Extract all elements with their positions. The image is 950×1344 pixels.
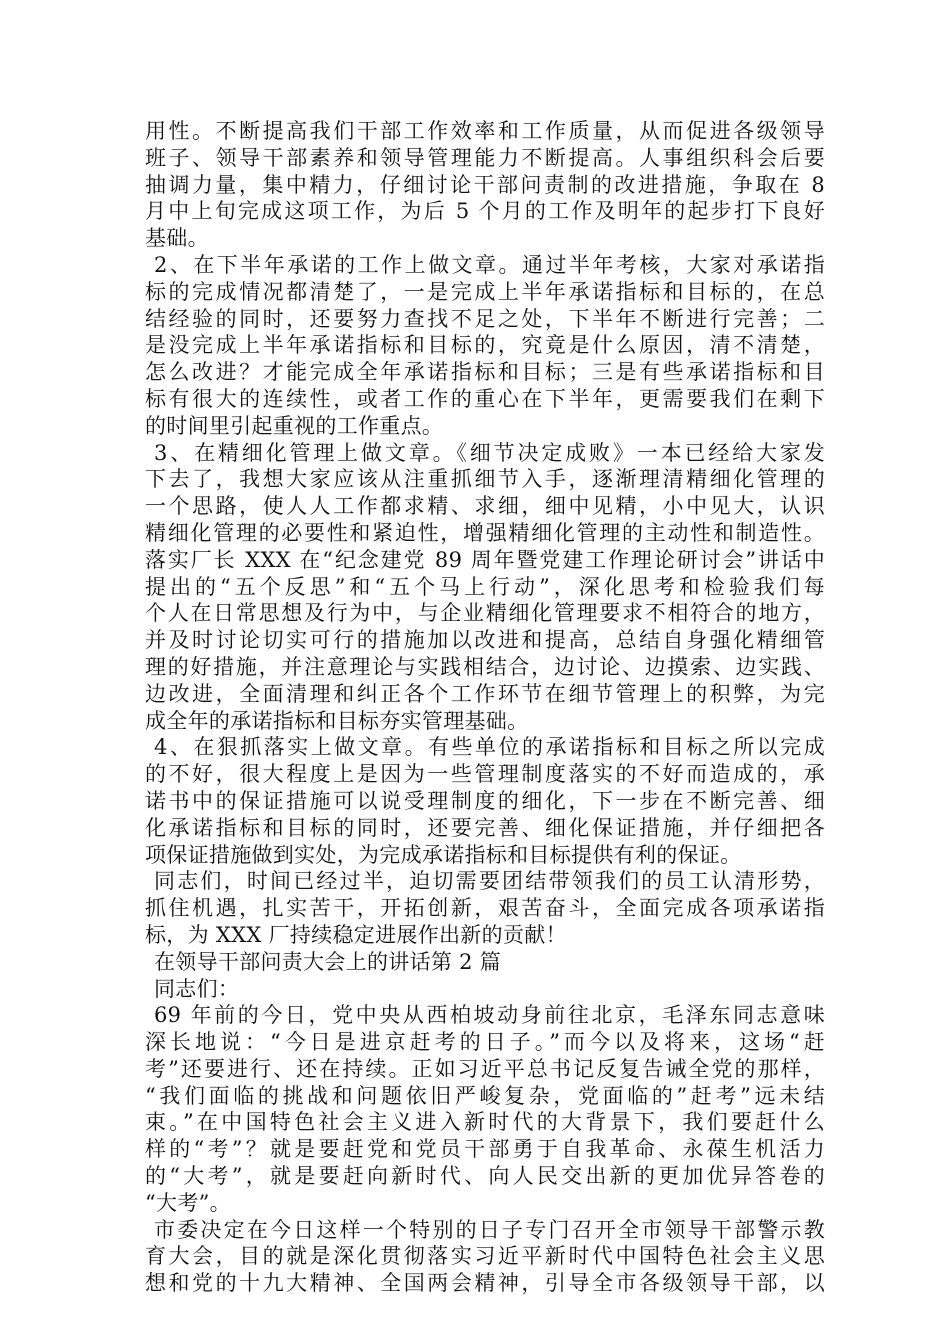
document-page	[145, 118, 825, 1297]
text-line: 用性。不断提高我们干部工作效率和工作质量，从而促进各级领导	[145, 119, 825, 143]
text-line: 深长地说：“今日是进京赶考的日子。”而今以及将来，这场“赶	[145, 1030, 825, 1055]
text-line: 考”还要进行、还在持续。正如习近平总书记反复告诫全党的那样，	[145, 1056, 825, 1081]
text-line: 精细化管理的必要性和紧迫性，增强精细化管理的主动性和制造性。	[145, 520, 825, 545]
text-line: 标的完成情况都清楚了，一是完成上半年承诺指标和目标的，在总	[145, 279, 825, 304]
text-line: 一个思路，使人人工作都求精、求细，细中见精，小中见大，认识	[145, 494, 825, 519]
text-line: 3、在精细化管理上做文章。《细节决定成败》一本已经给大家发	[154, 440, 825, 465]
text-line: 同志们：	[154, 976, 240, 1001]
text-line: 样的“考”？就是要赶党和党员干部勇于自我革命、永葆生机活力	[145, 1137, 825, 1162]
text-line: 是没完成上半年承诺指标和目标的，究竟是什么原因，清不清楚，	[145, 333, 825, 358]
text-line: 提出的“五个反思”和“五个马上行动”，深化思考和检验我们每	[145, 574, 825, 599]
text-line: 抽调力量，集中精力，仔细讨论干部问责制的改进措施，争取在 8	[145, 172, 825, 197]
text-line: 边改进，全面清理和纠正各个工作环节在细节管理上的积弊，为完	[145, 681, 825, 706]
text-line: 化承诺指标和目标的同时，还要完善、细化保证措施，并仔细把各	[145, 815, 825, 840]
text-line: 69 年前的今日，党中央从西柏坡动身前往北京，毛泽东同志意味	[154, 1003, 825, 1028]
text-line: 怎么改进？才能完成全年承诺指标和目标；三是有些承诺指标和目	[145, 360, 825, 385]
text-line: 2、在下半年承诺的工作上做文章。通过半年考核，大家对承诺指	[154, 252, 825, 277]
text-line: “我们面临的挑战和问题依旧严峻复杂，党面临的”赶考”远未结	[145, 1083, 825, 1108]
text-line: 月中上旬完成这项工作，为后 5 个月的工作及明年的起步打下良好	[145, 199, 825, 224]
text-line: 在领导干部问责大会上的讲话第 2 篇	[154, 949, 502, 974]
text-line: 基础。	[145, 226, 209, 251]
text-line: 项保证措施做到实处，为完成承诺指标和目标提供有利的保证。	[145, 842, 742, 867]
text-line: 的“大考”，就是要赶向新时代、向人民交出新的更加优异答卷的	[145, 1164, 825, 1189]
text-line: 结经验的同时，还要努力查找不足之处，下半年不断进行完善；二	[145, 306, 825, 331]
text-line: 标，为 XXX 厂持续稳定进展作出新的贡献！	[145, 922, 567, 947]
text-line: 成全年的承诺指标和目标夯实管理基础。	[145, 708, 529, 733]
text-line: 标有很大的连续性，或者工作的重心在下半年，更需要我们在剩下	[145, 386, 825, 411]
text-line: 育大会，目的就是深化贯彻落实习近平新时代中国特色社会主义思	[145, 1244, 825, 1269]
text-line: 理的好措施，并注意理论与实践相结合，边讨论、边摸索、边实践、	[145, 654, 825, 679]
text-line: “大考”。	[145, 1190, 231, 1215]
text-line: 束。”在中国特色社会主义进入新时代的大背景下，我们要赶什么	[145, 1110, 825, 1135]
text-line: 个人在日常思想及行为中，与企业精细化管理要求不相符合的地方，	[145, 601, 825, 626]
text-line: 落实厂长 XXX 在“纪念建党 89 周年暨党建工作理论研讨会”讲话中	[145, 547, 825, 572]
text-line: 班子、领导干部素养和领导管理能力不断提高。人事组织科会后要	[145, 145, 825, 170]
text-line: 下去了，我想大家应该从注重抓细节入手，逐渐理清精细化管理的	[145, 467, 825, 492]
text-line: 市委决定在今日这样一个特别的日子专门召开全市领导干部警示教	[154, 1217, 825, 1242]
text-line: 同志们，时间已经过半，迫切需要团结带领我们的员工认清形势，	[154, 869, 825, 894]
text-line: 抓住机遇，扎实苦干，开拓创新，艰苦奋斗，全面完成各项承诺指	[145, 896, 825, 921]
text-line: 诺书中的保证措施可以说受理制度的细化，下一步在不断完善、细	[145, 788, 825, 813]
text-line: 想和党的十九大精神、全国两会精神，引导全市各级领导干部，以	[145, 1271, 825, 1296]
text-line: 并及时讨论切实可行的措施加以改进和提高，总结自身强化精细管	[145, 628, 825, 653]
text-line: 的不好，很大程度上是因为一些管理制度落实的不好而造成的，承	[145, 762, 825, 787]
text-line: 的时间里引起重视的工作重点。	[145, 413, 444, 438]
text-line: 4、在狠抓落实上做文章。有些单位的承诺指标和目标之所以完成	[154, 735, 825, 760]
